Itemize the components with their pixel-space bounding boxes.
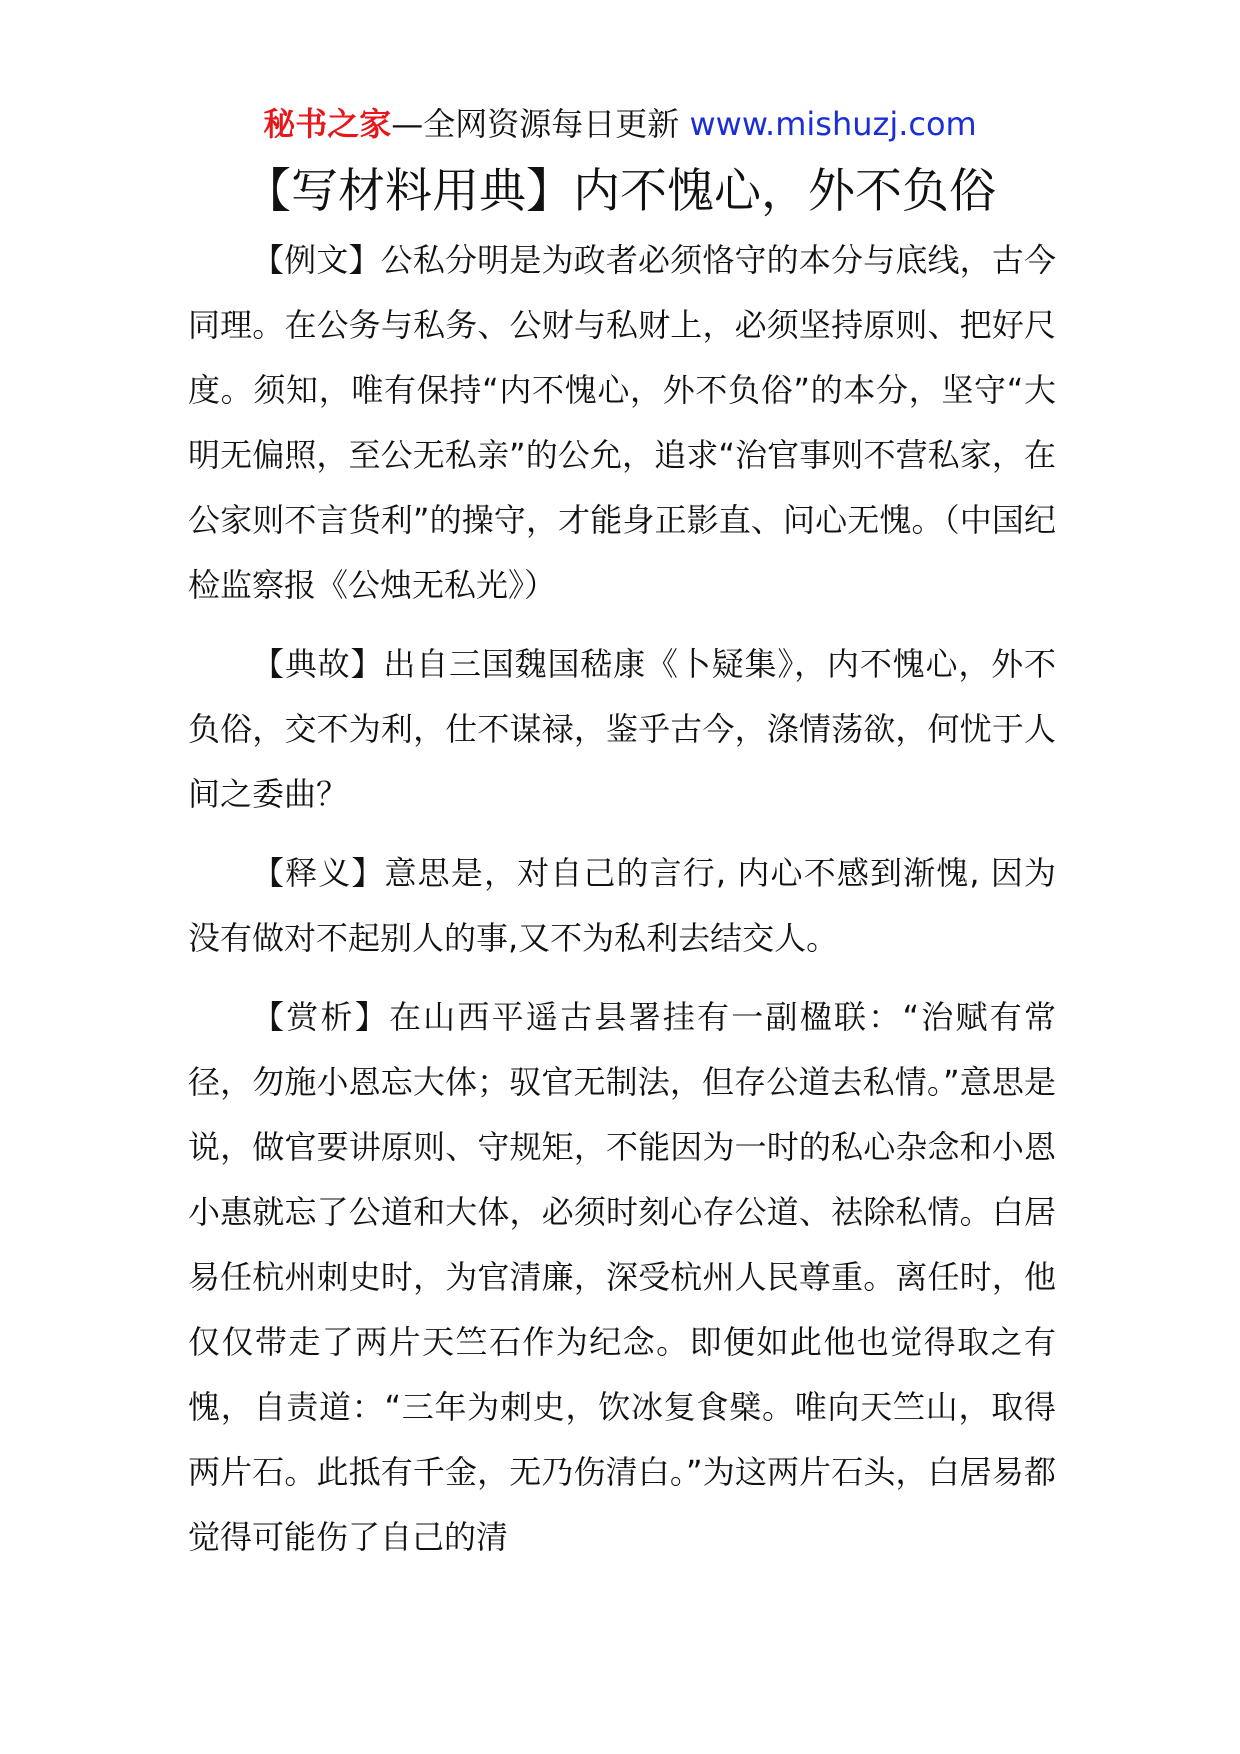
paragraph-meaning: 【释义】意思是，对自己的言行, 内心不感到渐愧, 因为没有做对不起别人的事,又不为私利去结交人。 xyxy=(188,854,1056,957)
paragraph-analysis: 【赏析】在山西平遥古县署挂有一副楹联：“治赋有常径，勿施小恩忘大体；驭官无制法，但存公道去私情。”意思是说，做官要讲原则、守规矩，不能因为一时的私心杂念和小恩小惠就忘了公道和大体，必须时刻心存公道、祛除私情。白居易任杭州刺史时，为官清廉，深受杭州人民尊重。离任时，他仅仅带走了两片天竺石作为纪念。即便如此他也觉得取之有愧，自责道：“三年为刺史，饮冰复食檗。唯向天竺山，取得两片石。此抵有千金，无乃伤清白。”为这两片石头，白居易都觉得可能伤了自己的清 xyxy=(188,998,1056,1556)
paragraph-allusion: 【典故】出自三国魏国嵇康《卜疑集》，内不愧心，外不负俗，交不为利，仕不谋禄，鉴乎古今，涤情荡欲，何忧于人间之委曲？ xyxy=(188,645,1056,813)
header-tagline: —全网资源每日更新 xyxy=(391,105,680,143)
paragraph-example: 【例文】公私分明是为政者必须恪守的本分与底线，古今同理。在公务与私务、公财与私财上，必须坚持原则、把好尺度。须知，唯有保持“内不愧心，外不负俗”的本分，坚守“大明无偏照，至公无私亲”的公允，追求“治官事则不营私家，在公家则不言货利”的操守，才能身正影直、问心无愧。（中国纪检监察报《公烛无私光》） xyxy=(188,241,1056,604)
brand-name: 秘书之家 xyxy=(263,105,392,143)
document-body xyxy=(188,228,1056,1584)
site-url: www.mishuzj.com xyxy=(689,105,977,143)
document-title: 【写材料用典】内不愧心，外不负俗 xyxy=(244,164,996,219)
site-header xyxy=(0,102,1240,146)
